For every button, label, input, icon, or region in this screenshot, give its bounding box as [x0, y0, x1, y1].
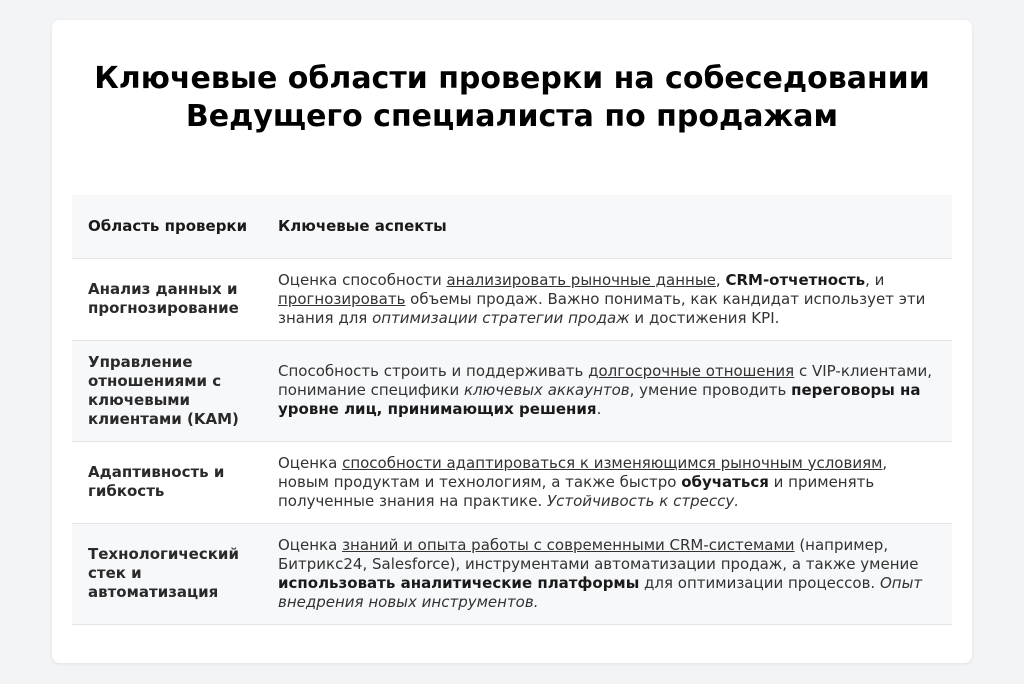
area-cell: Технологический стек и автоматизация	[72, 523, 278, 624]
text-segment: Способность строить и поддерживать	[278, 362, 589, 380]
text-segment: объемы продаж. Важно понимать, как кандидат использует эти знания для	[278, 289, 926, 327]
page-title: Ключевые области проверки на собеседовании Ведущего специалиста по продажам	[94, 61, 930, 134]
text-segment: .	[596, 400, 602, 418]
underlined-text: анализировать рыночные данные	[446, 270, 716, 289]
text-segment: Оценка	[278, 453, 343, 472]
text-segment: и достижения KPI.	[629, 308, 780, 327]
bold-text: обучаться	[681, 472, 769, 491]
criteria-table	[72, 195, 952, 625]
bold-text: переговоры на уровне лиц, принимающих решения	[278, 381, 921, 418]
text-segment: , и	[865, 270, 885, 289]
table-row	[72, 441, 952, 523]
underlined-text: способности адаптироваться к изменяющимся рыночным условиям	[342, 453, 883, 472]
text-segment: , новым продуктам и технологиям, а также быстро	[278, 453, 888, 491]
underlined-text: знаний и опыта работы с современными CRM-системами	[342, 535, 795, 554]
text-segment: с VIP-клиентами, понимание специфики	[278, 362, 933, 399]
area-cell: Анализ данных и прогнозирование	[72, 258, 278, 340]
text-segment: ,	[715, 270, 726, 289]
text-segment: и применять полученные знания на практике.	[278, 472, 875, 510]
underlined-text: прогнозировать	[278, 289, 406, 308]
italic-text: оптимизации стратегии продаж	[372, 308, 630, 327]
area-cell: Адаптивность и гибкость	[72, 441, 278, 523]
content-card	[52, 20, 972, 663]
bold-text: использовать аналитические платформы	[278, 573, 640, 592]
table-header-row	[72, 195, 952, 258]
text-segment: Оценка	[278, 535, 343, 554]
aspects-cell	[278, 441, 952, 523]
aspects-cell	[278, 340, 952, 441]
header-area: Область проверки	[72, 195, 278, 258]
italic-text: Устойчивость к стрессу.	[546, 491, 739, 510]
text-segment: (например, Битрикс24, Salesforce), инструментами автоматизации продаж, а также умение	[278, 535, 919, 573]
text-segment: для оптимизации процессов.	[639, 573, 880, 592]
underlined-text: долгосрочные отношения	[588, 362, 795, 380]
table-row	[72, 258, 952, 340]
italic-text: Опыт внедрения новых инструментов.	[278, 573, 923, 611]
table-row	[72, 340, 952, 441]
aspects-cell	[278, 258, 952, 340]
aspects-cell	[278, 523, 952, 624]
table-row	[72, 523, 952, 624]
header-aspects: Ключевые аспекты	[278, 195, 952, 258]
text-segment: , умение проводить	[629, 381, 792, 399]
bold-text: CRM-отчетность	[725, 270, 866, 289]
italic-text: ключевых аккаунтов	[464, 381, 630, 399]
text-segment: Оценка способности	[278, 270, 447, 289]
area-cell: Управление отношениями с ключевыми клиентами (KAM)	[72, 340, 278, 441]
